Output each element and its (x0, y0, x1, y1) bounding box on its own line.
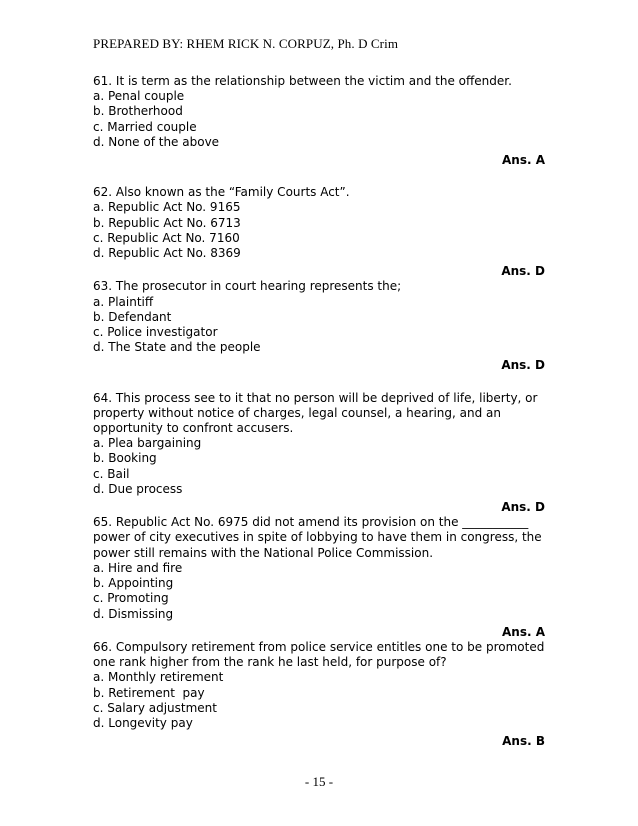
option-c: c. Police investigator (93, 325, 218, 340)
question-65 (93, 515, 545, 640)
option-b: b. Booking (93, 451, 157, 466)
option-b: b. Brotherhood (93, 104, 183, 119)
question-stem: 66. Compulsory retirement from police service entitles one to be promoted one rank higher from the rank he last held, for purpose of? (93, 639, 545, 670)
answer-key: Ans. B (502, 734, 545, 749)
answer-key: Ans. D (501, 358, 545, 373)
question-stem: 64. This process see to it that no person will be deprived of life, liberty, or property without notice of charges, legal counsel, a hearing, and an opportunity to confront accusers. (93, 390, 538, 436)
question-64 (93, 391, 545, 516)
option-b: b. Defendant (93, 309, 172, 324)
option-a: a. Republic Act No. 9165 (93, 200, 241, 215)
answer-key: Ans. D (501, 500, 545, 515)
option-b: b. Republic Act No. 6713 (93, 215, 241, 230)
answer-key: Ans. A (502, 153, 545, 168)
option-c: c. Promoting (93, 591, 169, 606)
option-d: d. Republic Act No. 8369 (93, 246, 241, 261)
question-stem: 61. It is term as the relationship between the victim and the offender. (93, 74, 512, 88)
option-c: c. Married couple (93, 119, 197, 134)
page-number: - 15 - (304, 774, 334, 789)
option-a: a. Plaintiff (93, 294, 154, 309)
option-a: a. Penal couple (93, 89, 185, 104)
question-63 (93, 279, 545, 373)
option-b: b. Appointing (93, 576, 174, 591)
question-stem: 62. Also known as the “Family Courts Act”. (93, 185, 350, 200)
question-stem: 63. The prosecutor in court hearing represents the; (93, 279, 402, 294)
option-d: d. The State and the people (93, 340, 261, 355)
option-c: c. Bail (93, 466, 130, 481)
page-header: PREPARED BY: RHEM RICK N. CORPUZ, Ph. D Crim (93, 36, 399, 51)
question-61 (93, 74, 545, 168)
option-a: a. Hire and fire (93, 560, 183, 575)
option-c: c. Republic Act No. 7160 (93, 230, 240, 245)
option-b: b. Retirement pay (93, 685, 205, 700)
question-62 (93, 185, 545, 279)
option-d: d. Due process (93, 481, 183, 496)
option-a: a. Monthly retirement (93, 670, 224, 685)
option-d: d. Dismissing (93, 606, 174, 621)
option-d: d. None of the above (93, 134, 220, 149)
question-list (93, 74, 545, 749)
option-c: c. Salary adjustment (93, 700, 217, 715)
option-d: d. Longevity pay (93, 715, 193, 730)
option-a: a. Plea bargaining (93, 436, 202, 451)
answer-key: Ans. D (501, 264, 545, 279)
question-stem: 65. Republic Act No. 6975 did not amend its provision on the ___________ power of city executives in spite of lobbying to have them in congress, the power still remains with the National Police Commission. (93, 515, 542, 560)
question-66 (93, 640, 545, 749)
answer-key: Ans. A (502, 624, 545, 639)
